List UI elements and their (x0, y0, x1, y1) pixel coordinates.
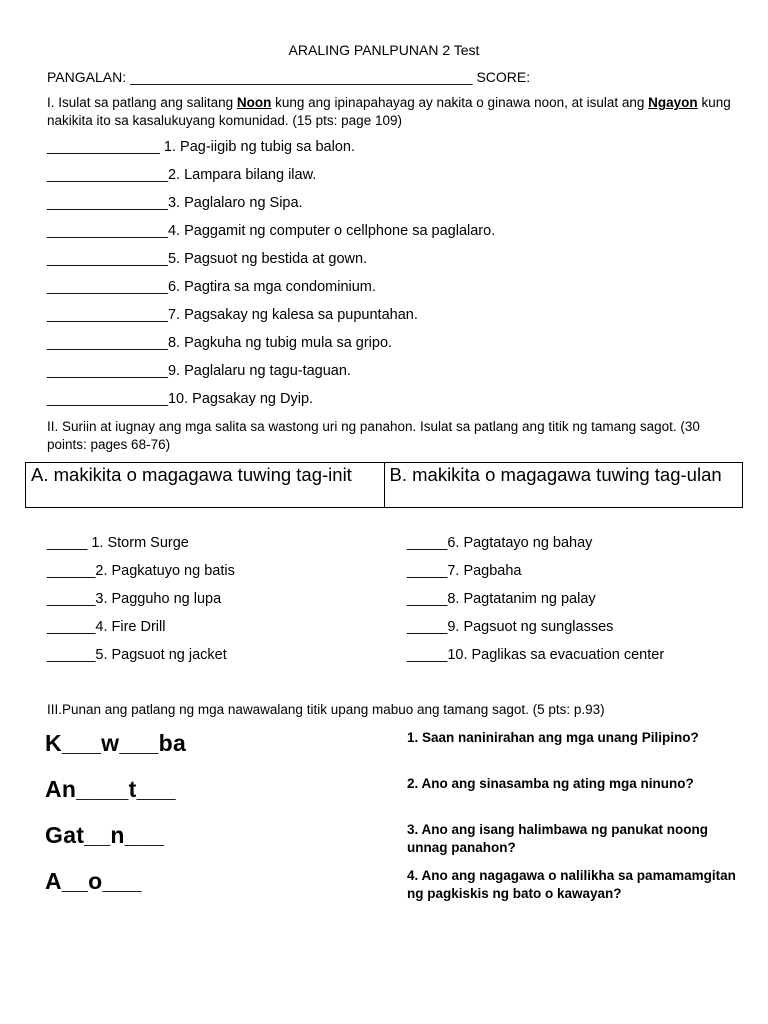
keyword-noon: Noon (236, 95, 272, 110)
part1-instr-b: kung ang ipinapahayag ay nakita o ginawa noon, at isulat ang (271, 95, 649, 110)
part1-item: _______________3. Paglalaro ng Sipa. (47, 195, 303, 211)
part2-item: _____ 1. Storm Surge (47, 535, 189, 551)
part2-item: _____9. Pagsuot ng sunglasses (407, 619, 614, 635)
page-title: ARALING PANLPUNAN 2 Test (288, 42, 480, 58)
fill-in-word: A__o___ (45, 868, 142, 894)
part2-item: _____6. Pagtatayo ng bahay (407, 535, 593, 551)
part1-item: ______________ 1. Pag-iigib ng tubig sa balon. (47, 139, 355, 155)
part3-instructions: III.Punan ang patlang ng mga nawawalang titik upang mabuo ang tamang sagot. (5 pts: p.93) (47, 702, 605, 717)
part1-item: _______________2. Lampara bilang ilaw. (47, 167, 317, 183)
part1-item: _______________9. Paglalaru ng tagu-taguan. (47, 363, 351, 379)
part2-item: ______3. Pagguho ng lupa (47, 591, 222, 607)
fill-in-word: An____t___ (45, 776, 176, 802)
keyword-ngayon: Ngayon (648, 95, 698, 110)
part1-item: _______________7. Pagsakay ng kalesa sa pupuntahan. (47, 307, 418, 323)
part1-item: _______________4. Paggamit ng computer o cellphone sa paglalaro. (47, 223, 496, 239)
question: 4. Ano ang nagagawa o nalilikha sa pamamamgitan ng pagkiskis ng bato o kawayan? (407, 868, 736, 901)
part1-item: _______________10. Pagsakay ng Dyip. (47, 391, 314, 407)
part2-item: ______2. Pagkatuyo ng batis (47, 563, 235, 579)
part1-item: _______________5. Pagsuot ng bestida at gown. (47, 251, 368, 267)
part2-item: _____8. Pagtatanim ng palay (407, 591, 596, 607)
part2-instructions: II. Suriin at iugnay ang mga salita sa wastong uri ng panahon. Isulat sa patlang ang titik ng tamang sagot. (30 points: pages 68-76) (47, 419, 700, 452)
column-a-header: A. makikita o magagawa tuwing tag-init (31, 464, 352, 485)
part1-instr-c: kung nakikita ito sa kasalukuyang komunidad. (15 pts: page 109) (47, 95, 731, 128)
part1-instr-a: I. Isulat sa patlang ang salitang (47, 95, 237, 110)
fill-in-word: K___w___ba (45, 730, 187, 756)
question: 1. Saan naninirahan ang mga unang Pilipino? (407, 730, 699, 745)
question: 2. Ano ang sinasamba ng ating mga ninuno? (407, 776, 694, 791)
fill-in-word: Gat__n___ (45, 822, 165, 848)
part1-instructions (47, 94, 737, 130)
question: 3. Ano ang isang halimbawa ng panukat noong unnag panahon? (407, 822, 709, 855)
season-table (25, 462, 743, 508)
name-score-line: PANGALAN: ____________________________________________ SCORE: (47, 69, 531, 85)
part2-item: ______4. Fire Drill (47, 619, 166, 635)
part2-item: _____10. Paglikas sa evacuation center (407, 647, 665, 663)
part1-item: _______________8. Pagkuha ng tubig mula sa gripo. (47, 335, 393, 351)
column-b-header: B. makikita o magagawa tuwing tag-ulan (384, 463, 743, 507)
part2-item: ______5. Pagsuot ng jacket (47, 647, 227, 663)
part1-item: _______________6. Pagtira sa mga condominium. (47, 279, 376, 295)
part2-item: _____7. Pagbaha (407, 563, 522, 579)
